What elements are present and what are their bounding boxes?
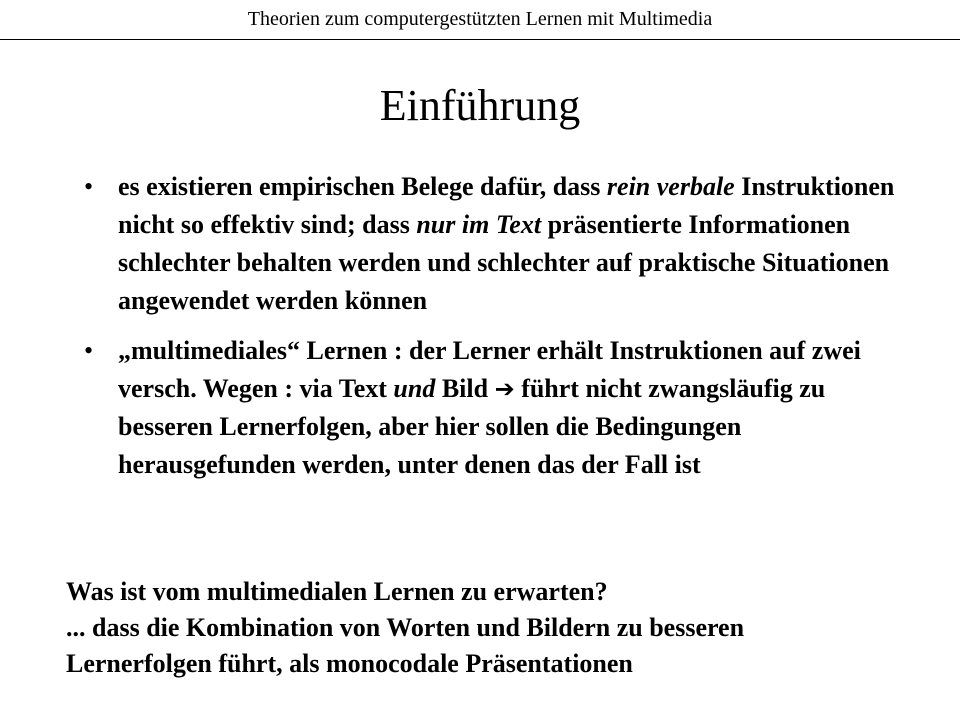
header-divider: [0, 39, 960, 40]
bullet-item-empirical: [84, 168, 904, 320]
bullet-text: Instruktionen nicht so effektiv sind; dass: [118, 172, 895, 239]
bullet-list: [84, 168, 904, 496]
summary-question: Was ist vom multimedialen Lernen zu erwarten?: [66, 577, 608, 606]
bullet-text: Bild: [435, 374, 495, 403]
header-title: Theorien zum computergestützten Lernen mit Multimedia: [247, 8, 713, 30]
bullet-marker: •: [84, 172, 94, 201]
bullet-text: „multimediales“ Lernen : der Lerner erhält Instruktionen auf zwei versch. Wegen : via Text: [118, 336, 861, 403]
summary-block: [66, 574, 946, 682]
bullet-text: führt nicht zwangsläufig zu besseren Lernerfolgen, aber hier sollen die Bedingungen herausgefunden werden, unter denen das der Fall ist: [118, 374, 826, 479]
arrow-right-icon: ➔: [494, 375, 515, 403]
bullet-text: es existieren empirischen Belege dafür, dass: [118, 172, 607, 201]
bullet-marker: •: [84, 336, 94, 365]
bullet-emphasis: rein verbale: [606, 172, 735, 201]
bullet-text: präsentierte Informationen schlechter behalten werden und schlechter auf praktische Situationen angewendet werden können: [118, 210, 890, 315]
summary-answer-line-2: Lernerfolgen führt, als monocodale Präsentationen: [66, 649, 633, 678]
bullet-emphasis: und: [393, 374, 436, 403]
bullet-emphasis: nur im Text: [416, 210, 542, 239]
summary-answer-line-1: ... dass die Kombination von Worten und Bildern zu besseren: [66, 613, 745, 642]
slide-title: Einführung: [379, 81, 581, 130]
bullet-item-multimedia: [84, 332, 904, 484]
